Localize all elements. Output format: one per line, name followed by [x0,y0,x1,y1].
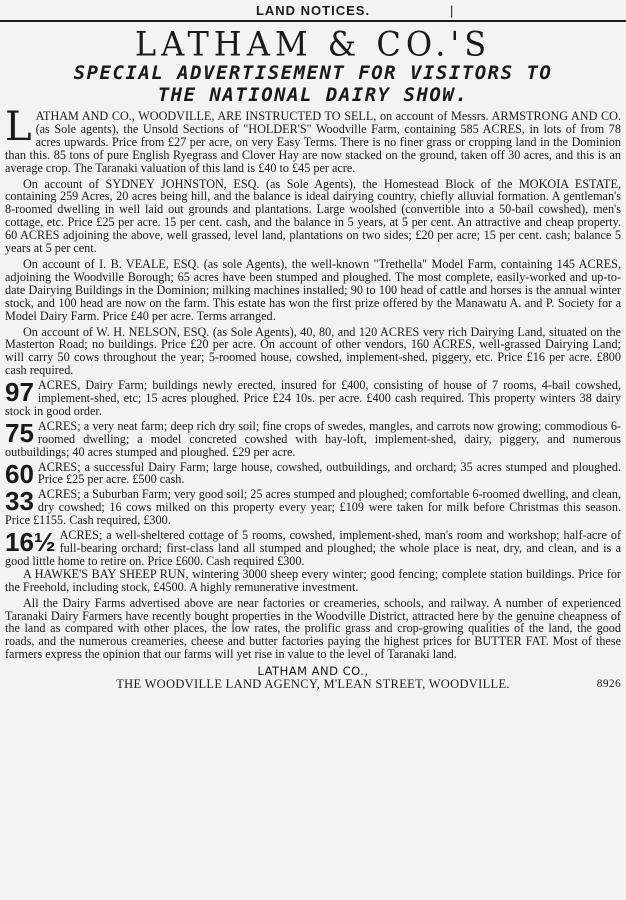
subtitle-line-1: SPECIAL ADVERTISEMENT FOR VISITORS TO [73,62,553,84]
listing-text: ACRES, Dairy Farm; buildings newly erected, insured for £400, consisting of house of 7 rooms, 4-bail cowshed, implement-shed, etc; 15 acres ploughed. Price £24 10s. per acre. £400 cash required. This property winters 38 dairy stock in good order. [5,378,621,418]
firm-name: LATHAM & CO.'S [134,24,492,64]
listing-text: ACRES; a well-sheltered cottage of 5 rooms, cowshed, implement-shed, man's room and workshop; half-acre of full-bearing orchard; first-class land all stumped and ploughed; the whole place is neat, dry, and clean, and is a good little home to retire on. Price £600. Cash required £300. [5,528,621,568]
listing-acres: 60 [5,458,34,489]
agency-address: THE WOODVILLE LAND AGENCY, M'LEAN STREET, WOODVILLE. [116,677,510,692]
listing-acres: 97 [5,377,34,408]
veale-paragraph: On account of I. B. VEALE, ESQ. (as sole Agents), the well-known "Trethella" Model Farm, containing 145 ACRES, adjoining the Woodville Borough; 65 acres have been stumped and ploughed. The most complete, easily-worked and up-to-date Dairying Buildings in the Dominion; milking machines installed; 90 to 100 head of cattle and horses is the annual winter stock, and 100 head are now on the farm. This estate has won the first prize offered by the Manawatu A. and P. Society for a Model Dairy Farm. Price £40 per acre. Terms arranged. [5,256,621,323]
special-advertisement-heading [0,62,626,106]
listing-text: ACRES; a very neat farm; deep rich dry soil; fine crops of swedes, mangles, and carrots now growing; commodious 6-roomed dwelling; a model concreted cowshed with hay-loft, implement-shed, dairy, piggery, and numerous outbuildings; 40 acres stumped and ploughed. £29 per acre. [5,418,621,459]
listing-97-acres [5,379,621,418]
listing-60-acres [5,458,621,489]
listing-33-acres [5,488,621,527]
listing-acres: 33 [5,486,34,517]
heading-rule [0,20,626,22]
signature: LATHAM AND CO., [257,664,369,679]
listing-75-acres [5,417,621,459]
advertisement-body [5,104,621,692]
section-heading [0,3,626,18]
agency-address-line [5,678,621,691]
intro-paragraph [5,104,621,175]
subtitle-line-2: THE NATIONAL DAIRY SHOW. [157,84,469,106]
section-title: LAND NOTICES. [255,3,371,18]
nelson-paragraph: On account of W. H. NELSON, ESQ. (as Sole Agents), 40, 80, and 120 ACRES very rich Dairying Land, situated on the Masterton Road; no buildings. Price £20 per acre. On account of other vendors, 160 ACRES, well-grassed Dairying Land; will carry 50 cows throughout the year; 5-roomed house, cowshed, implement-shed, piggery, etc. Price £16 per acre. £800 cash required. [5,324,621,378]
reference-number: 8926 [596,678,621,691]
drop-cap: L [5,104,32,150]
column-mark: | [450,3,455,18]
johnston-paragraph: On account of SYDNEY JOHNSTON, ESQ. (as Sole Agents), the Homestead Block of the MOKOIA ESTATE, containing 259 Acres, 20 acres being hill, and the balance is ideal dairying country, chiefly alluvial formation. A gentleman's 8-roomed dwelling in well laid out grounds and plantations. Large woolshed (convertible into a 50-bail cowshed), men's cottage, etc. Price £25 per acre. 15 per cent. cash, and the balance in 5 years, at 5 per cent. An attractive and cheap property. 60 ACRES adjoining the above, well grassed, level land, plantations on two sides; £20 per acre; 15 per cent. cash; balance 5 years at 5 per cent. [5,176,621,256]
listing-16-acres [5,529,621,568]
listing-text: ACRES; a successful Dairy Farm; large house, cowshed, outbuildings, and orchard; 35 acres stumped and ploughed. Price £25 per acre. £500 cash. [37,459,621,487]
sheep-run-paragraph: A HAWKE'S BAY SHEEP RUN, wintering 3000 sheep every winter; good fencing; complete station buildings. Price for the Freehold, including stock, £4500. A highly remunerative investment. [5,566,621,594]
listing-acres: 16½ [5,527,56,558]
closing-paragraph: All the Dairy Farms advertised above are near factories or creameries, schools, and railway. A number of experienced Taranaki Dairy Farmers have recently bought properties in the Woodville District, attracted here by the genuine cheapness of the land as compared with other places, the low rates, the prolific grass and crop-growing qualities of the land, the good roads, and the numerous creameries, cheese and butter factories paying the highest prices for BUTTER FAT. Most of these farmers express the opinion that our farms will yet rise in value to the level of Taranaki land. [5,595,621,662]
listing-acres: 75 [5,417,34,448]
listing-text: ACRES; a Suburban Farm; very good soil; 25 acres stumped and ploughed; comfortable 6-roomed dwelling, and clean, dry cowshed; 16 cows milked on this property every year; £109 were taken for milk before Christmas this season. Price £1155. Cash required, £300. [5,487,621,528]
intro-text: ATHAM AND CO., WOODVILLE, ARE INSTRUCTED TO SELL, on account of Messrs. ARMSTRONG AND CO. (as Sole agents), the Unsold Sections of "HOLDER'S" Woodville Farm, containing 585 ACRES, in lots of from 78 acres upwards. Price from £27 per acre, on very Easy Terms. There is no finer grass or cropping land in the Dominion than this. 85 tons of pure English Ryegrass and Clover Hay are now stacked on the ground, taken off 30 acres, and this is an average crop. The Taranaki valuation of this land is £40 to £45 per acre. [5,109,621,175]
